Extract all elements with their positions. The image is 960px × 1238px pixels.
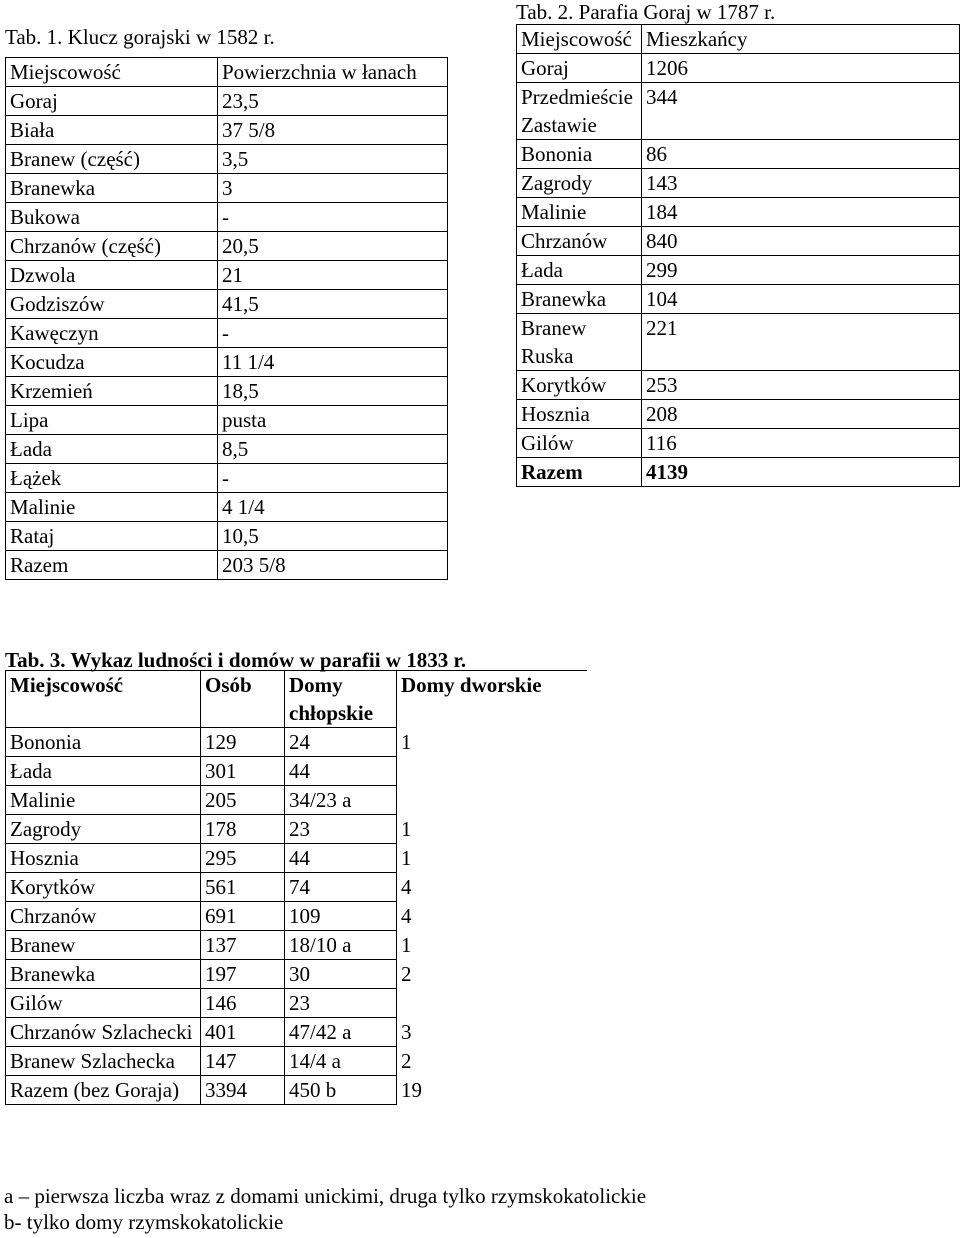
table-row [6, 757, 587, 786]
table-cell: 3 [401, 1019, 412, 1044]
table-cell: 295 [201, 844, 285, 873]
table1-header-label: Powierzchnia w łanach [222, 60, 417, 84]
table-cell: Chrzanów [6, 902, 201, 931]
table3-header-cell: Osób [201, 671, 285, 728]
table-cell: Branew Szlachecka [6, 1047, 201, 1076]
table-row [6, 1018, 587, 1047]
table-cell: Goraj [6, 87, 218, 116]
table-cell: Bukowa [6, 203, 218, 232]
table-cell: 74 [285, 873, 397, 902]
table-cell: Łążek [6, 464, 218, 493]
table1-caption: Tab. 1. Klucz gorajski w 1582 r. [5, 25, 275, 49]
table-row [6, 348, 448, 377]
table3-caption: Tab. 3. Wykaz ludności i domów w parafii w 1833 r. [5, 648, 467, 672]
table-row [6, 203, 448, 232]
table-cell: 197 [201, 960, 285, 989]
table-cell: 8,5 [218, 435, 448, 464]
table-cell: Hosznia [517, 400, 642, 429]
table-cell: Hosznia [6, 844, 201, 873]
table-cell: Zagrody [6, 815, 201, 844]
table-cell: Branew (część) [6, 145, 218, 174]
table-cell: 23 [285, 989, 397, 1018]
table-cell: 86 [642, 140, 960, 169]
table-cell: Korytków [517, 371, 642, 400]
table2-header-cell: Mieszkańcy [642, 25, 960, 54]
table-cell: 1 [401, 845, 412, 870]
table-row [6, 786, 587, 815]
table-cell: 1 [401, 816, 412, 841]
table-row [517, 429, 960, 458]
table3-header-cell: Domy chłopskie [285, 671, 397, 728]
table-row [517, 227, 960, 256]
table1-header-cell: Miejscowość [6, 58, 218, 87]
table-cell: 253 [642, 371, 960, 400]
table-row [6, 873, 587, 902]
table-cell: 23 [285, 815, 397, 844]
table3 [5, 670, 587, 1105]
table-row [6, 232, 448, 261]
footnote-a: a – pierwsza liczba wraz z domami unickimi, druga tylko rzymskokatolickie [4, 1184, 647, 1208]
table-row [6, 145, 448, 174]
table-cell: Goraj [517, 54, 642, 83]
table-cell: 30 [285, 960, 397, 989]
table-cell: Malinie [6, 786, 201, 815]
table-cell: 104 [642, 285, 960, 314]
table-cell: Bononia [6, 728, 201, 757]
table-cell: 208 [642, 400, 960, 429]
table-cell: Kawęczyn [6, 319, 218, 348]
table-cell: 1 [401, 729, 412, 754]
table2-header-cell: Miejscowość [517, 25, 642, 54]
table-cell: Dzwola [6, 261, 218, 290]
table-row [6, 1047, 587, 1076]
table-row [6, 493, 448, 522]
table-cell: 344 [642, 83, 960, 140]
table-row [6, 960, 587, 989]
table-cell: Branewka [517, 285, 642, 314]
table-row [6, 435, 448, 464]
table-cell: 37 5/8 [218, 116, 448, 145]
table-row [6, 406, 448, 435]
table-cell [397, 989, 587, 1018]
table-row [517, 256, 960, 285]
table-cell: Branew [6, 931, 201, 960]
table-cell: - [218, 203, 448, 232]
table-row [517, 169, 960, 198]
table-cell: 10,5 [218, 522, 448, 551]
footnote-b: b- tylko domy rzymskokatolickie [4, 1210, 284, 1234]
table2-section [516, 0, 960, 487]
table-row [6, 290, 448, 319]
table-cell: 301 [201, 757, 285, 786]
table-cell: Przedmieście Zastawie [517, 83, 642, 140]
table3-section [5, 648, 587, 1105]
table-cell [397, 786, 587, 815]
table-row [6, 174, 448, 203]
table-cell: 4139 [642, 458, 960, 487]
table-cell: 24 [285, 728, 397, 757]
table-cell: 2 [401, 1048, 412, 1073]
table-cell: Malinie [6, 493, 218, 522]
table-cell: 143 [642, 169, 960, 198]
table-cell: 137 [201, 931, 285, 960]
table2 [516, 24, 960, 487]
table-cell: 129 [201, 728, 285, 757]
table-row [517, 198, 960, 227]
table3-total-row [6, 1076, 587, 1105]
table-row [6, 551, 448, 580]
table-cell: 401 [201, 1018, 285, 1047]
table-cell: 561 [201, 873, 285, 902]
table-cell: Razem [517, 458, 642, 487]
table-cell: 41,5 [218, 290, 448, 319]
table-cell: - [218, 319, 448, 348]
table-cell: Krzemień [6, 377, 218, 406]
table-cell: 3394 [201, 1076, 285, 1105]
table-cell: - [218, 464, 448, 493]
table-row [517, 314, 960, 371]
table-cell: Branew Ruska [517, 314, 642, 371]
table-cell [397, 757, 587, 786]
table-cell: 18/10 a [285, 931, 397, 960]
table-row [6, 815, 587, 844]
table-row [6, 931, 587, 960]
table-cell: 146 [201, 989, 285, 1018]
table-cell: Branewka [6, 960, 201, 989]
table-cell: Branewka [6, 174, 218, 203]
table1 [5, 57, 448, 580]
table-cell: Gilów [6, 989, 201, 1018]
table-cell: 4 [401, 874, 412, 899]
total-label: Razem (bez Goraja) [10, 1078, 180, 1102]
table-cell: Biała [6, 116, 218, 145]
table-row [6, 844, 587, 873]
table-cell: Kocudza [6, 348, 218, 377]
table-cell: 4 [401, 903, 412, 928]
table-cell: 11 1/4 [218, 348, 448, 377]
table-cell: 116 [642, 429, 960, 458]
table-cell: 14/4 a [285, 1047, 397, 1076]
table-cell: Bononia [517, 140, 642, 169]
table-row [6, 377, 448, 406]
table2-header-row [517, 25, 960, 54]
table-row [6, 902, 587, 931]
table-cell: Łada [6, 757, 201, 786]
table3-header-cell: Miejscowość [6, 671, 201, 728]
table-cell: Rataj [6, 522, 218, 551]
table-cell: 147 [201, 1047, 285, 1076]
table-cell: 1 [401, 932, 412, 957]
table-row [6, 728, 587, 757]
table-cell: 840 [642, 227, 960, 256]
table-cell: 203 5/8 [218, 551, 448, 580]
table-cell: Gilów [517, 429, 642, 458]
table-cell: 205 [201, 786, 285, 815]
table-cell: 3 [218, 174, 448, 203]
table-cell: 2 [401, 961, 412, 986]
table-cell: 221 [642, 314, 960, 371]
table-cell [6, 1076, 201, 1105]
table1-section [5, 25, 448, 580]
table-cell: 47/42 a [285, 1018, 397, 1047]
table-cell: Chrzanów Szlachecki [6, 1018, 201, 1047]
table2-caption: Tab. 2. Parafia Goraj w 1787 r. [516, 0, 776, 24]
table-cell: Łada [6, 435, 218, 464]
table-cell: Razem [6, 551, 218, 580]
table-cell: Chrzanów (część) [6, 232, 218, 261]
table-cell: 34/23 a [285, 786, 397, 815]
table-row [6, 319, 448, 348]
table-cell: Lipa [6, 406, 218, 435]
table-cell: Malinie [517, 198, 642, 227]
table-row [6, 989, 587, 1018]
table-row [517, 285, 960, 314]
table2-total-row [517, 458, 960, 487]
table-row [517, 371, 960, 400]
table-cell: 19 [401, 1077, 422, 1102]
table1-header-row [6, 58, 448, 87]
table-cell: 184 [642, 198, 960, 227]
table-cell: 18,5 [218, 377, 448, 406]
table-row [6, 116, 448, 145]
table-cell: Korytków [6, 873, 201, 902]
table-cell: 299 [642, 256, 960, 285]
table3-header-row [6, 671, 587, 728]
table-cell: 450 b [285, 1076, 397, 1105]
table-row [6, 522, 448, 551]
table1-header-cell [218, 58, 448, 87]
table-cell: 691 [201, 902, 285, 931]
table-cell: Chrzanów [517, 227, 642, 256]
table-cell: Godziszów [6, 290, 218, 319]
table-row [6, 464, 448, 493]
table-cell: 109 [285, 902, 397, 931]
table-cell: 21 [218, 261, 448, 290]
table-row [517, 400, 960, 429]
table-row [6, 87, 448, 116]
table-cell: 1206 [642, 54, 960, 83]
table-cell: Zagrody [517, 169, 642, 198]
table-cell: 20,5 [218, 232, 448, 261]
table-cell: Łada [517, 256, 642, 285]
table-cell: 4 1/4 [218, 493, 448, 522]
table-cell: pusta [218, 406, 448, 435]
table3-header-cell: Domy dworskie [397, 671, 587, 728]
table-cell: 44 [285, 844, 397, 873]
table-row [517, 83, 960, 140]
table-cell: 44 [285, 757, 397, 786]
table-cell: 23,5 [218, 87, 448, 116]
table-cell: 178 [201, 815, 285, 844]
table-row [6, 261, 448, 290]
table-row [517, 140, 960, 169]
table-cell: 3,5 [218, 145, 448, 174]
table-row [517, 54, 960, 83]
